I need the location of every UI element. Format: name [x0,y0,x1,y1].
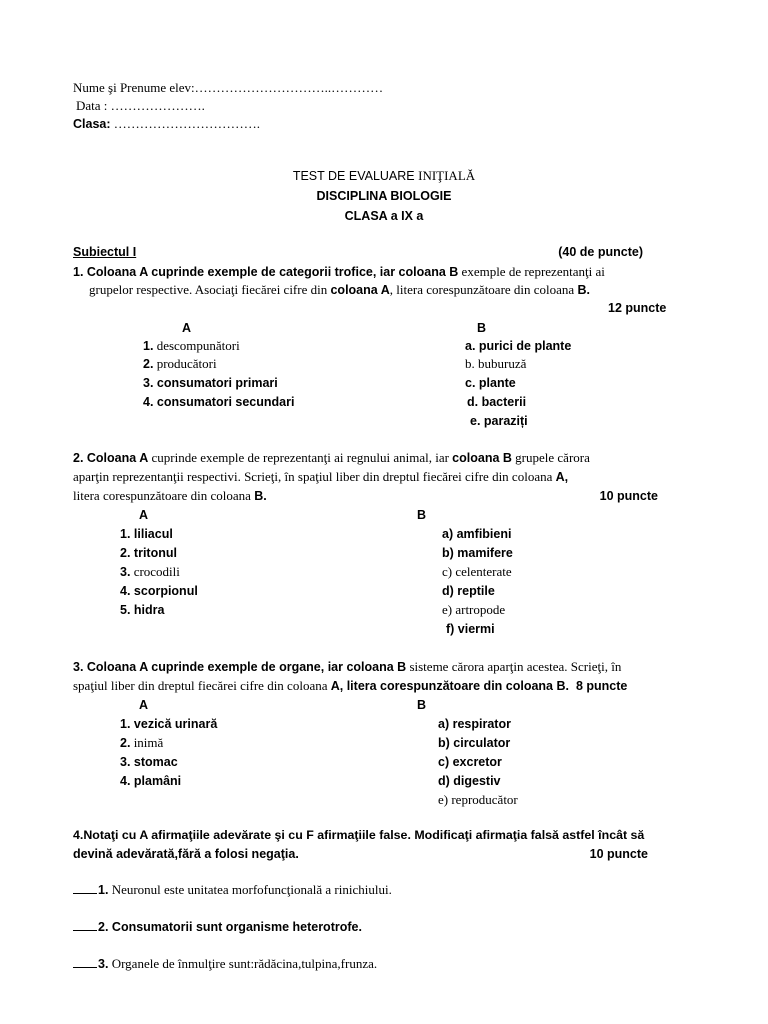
q3-text-line1: 3. Coloana A cuprinde exemple de organe, iar coloana B sisteme cărora aparţin acestea. Scrieţi, în [73,659,622,674]
q2-text-line2: aparţin reprezentanţii respectivi. Scrieţi, în spaţiul liber din dreptul fiecărei cifre din coloana A, [73,469,569,484]
q3-column-b-header: B [417,698,427,712]
q1-b-item: d. bacterii [467,395,527,409]
answer-blank[interactable] [73,918,97,931]
q2-text-line1: 2. Coloana A cuprinde exemple de reprezentanţi ai regnului animal, iar coloana B grupele cărora [73,450,590,465]
q1-b-item: b. buburuză [465,356,527,371]
class-title: CLASA a IX a [344,209,424,223]
q3-b-item: e) reproducător [438,792,518,807]
q2-b-item: f) viermi [446,622,495,636]
q2-a-item: 4. scorpionul [120,584,198,598]
answer-blank[interactable] [73,955,97,968]
q1-a-item: 1. descompunători [143,338,240,353]
q1-a-item: 4. consumatori secundari [143,395,295,409]
q1-b-item: e. paraziți [470,414,528,428]
q3-b-item: a) respirator [438,717,511,731]
student-name-line: Nume şi Prenume elev:…………………………..………… [73,80,384,95]
class-line: Clasa: ……………………………. [73,116,261,131]
q4-statement: 3. Organele de înmulţire sunt:rădăcina,tulpina,frunza. [73,955,377,972]
test-title: TEST DE EVALUARE INIŢIALĂ [292,168,476,183]
discipline-title: DISCIPLINA BIOLOGIE [316,189,452,203]
q2-b-item: a) amfibieni [442,527,512,541]
q4-statement: 2. Consumatorii sunt organisme heterotrofe. [73,918,362,935]
q2-points: 10 puncte [599,489,658,503]
q3-a-item: 2. inimă [120,735,164,750]
q3-a-item: 4. plamâni [120,774,182,788]
q2-a-item: 1. liliacul [120,527,173,541]
q2-a-item: 2. tritonul [120,546,177,560]
q2-a-item: 5. hidra [120,603,165,617]
q4-points: 10 puncte [589,847,648,861]
q2-b-item: b) mamifere [442,546,513,560]
q3-b-item: d) digestiv [438,774,501,788]
q3-text-line2: spaţiul liber din dreptul fiecărei cifre din coloana A, litera corespunzătoare din coloana B. 8 puncte [73,678,628,693]
q2-text-line3: litera corespunzătoare din coloana B. 10 puncte [73,488,658,503]
q1-column-a-header: A [182,321,192,335]
q2-column-b-header: B [417,508,427,522]
subject-heading: Subiectul I (40 de puncte) [73,245,643,259]
q3-b-item: c) excretor [438,755,502,769]
q1-a-item: 3. consumatori primari [143,376,278,390]
q3-points: 8 puncte [575,679,628,693]
answer-blank[interactable] [73,881,97,894]
q1-text-line1: 1. Coloana A cuprinde exemple de categorii trofice, iar coloana B exemple de reprezentanţi ai [73,264,605,279]
q1-a-item: 2. producători [143,356,217,371]
q2-b-item: d) reptile [442,584,495,598]
q1-b-item: c. plante [465,376,516,390]
q2-b-item: e) artropode [442,602,506,617]
q3-a-item: 1. vezică urinară [120,717,218,731]
q4-statement: 1. Neuronul este unitatea morfofuncţională a rinichiului. [73,881,392,898]
q1-b-item: a. purici de plante [465,339,572,353]
q2-column-a-header: A [139,508,149,522]
q1-points: 12 puncte [608,301,667,315]
q1-column-b-header: B [477,321,487,335]
q3-b-item: b) circulator [438,736,511,750]
q4-text-line2: devină adevărată,fără a folosi negaţia. 10 puncte [73,847,648,861]
q2-a-item: 3. crocodili [120,564,180,579]
q1-text-line2: grupelor respective. Asociaţi fiecărei cifre din coloana A, litera corespunzătoare din coloana B. [89,282,590,297]
date-line: Data : …………………. [76,98,205,113]
q3-a-item: 3. stomac [120,755,178,769]
q3-column-a-header: A [139,698,149,712]
q4-text-line1: 4.Notaţi cu A afirmaţiile adevărate şi cu F afirmaţiile false. Modificaţi afirmaţia falsă astfel încât să [73,828,645,842]
q2-b-item: c) celenterate [442,564,512,579]
